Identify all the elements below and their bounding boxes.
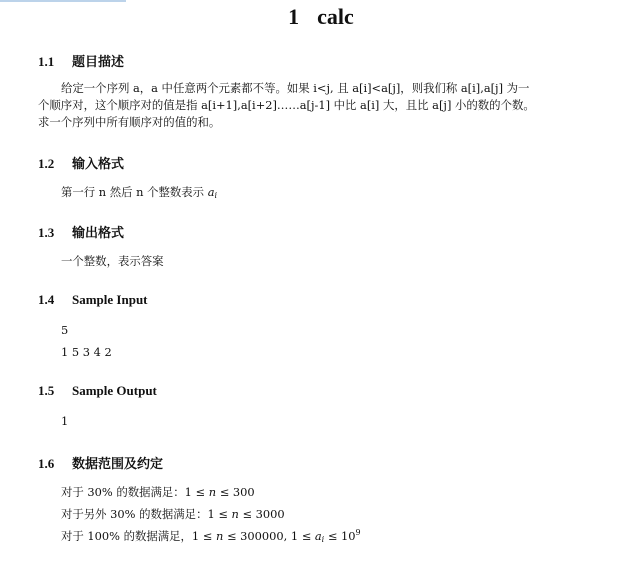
section-number: 1.2 [38, 156, 55, 171]
page-title [0, 4, 642, 30]
section-heading-output-format [38, 222, 124, 241]
sample-input-line-2: 1 5 3 4 2 [61, 345, 112, 359]
section-title: 输入格式 [72, 156, 125, 171]
section-title: 数据范围及约定 [72, 456, 164, 471]
sample-input-line-1: 5 [61, 323, 69, 337]
output-format-line: 一个整数，表示答案 [61, 254, 164, 268]
section-heading-constraints [38, 453, 163, 472]
input-format-line [61, 184, 217, 200]
math-var-a: a [207, 185, 215, 199]
section-number: 1.5 [38, 383, 55, 398]
description-line-2: 个顺序对，这个顺序对的值是指 a[i+1],a[i+2]……a[j-1] 中比 a[i] 大，且比 a[j] 小的数的个数。 [38, 98, 535, 112]
top-decorative-line [0, 0, 126, 2]
section-number: 1.1 [38, 54, 55, 69]
sample-output-line: 1 [61, 414, 69, 428]
math-var-n: n [215, 529, 224, 543]
constraint-text: 对于 100% 的数据满足，1 ≤ [61, 529, 213, 543]
section-number: 1.3 [38, 225, 55, 240]
section-heading-sample-input [38, 292, 148, 308]
constraint-line-3 [61, 528, 361, 544]
section-title: 输出格式 [72, 225, 125, 240]
constraint-text: 对于 30% 的数据满足：1 ≤ [61, 485, 206, 499]
constraint-bound: ≤ 3000 [242, 507, 285, 521]
section-title: 题目描述 [72, 54, 125, 69]
constraint-upper-bound: ≤ 10 [327, 529, 356, 543]
description-paragraph [38, 80, 586, 131]
constraint-line-1 [61, 484, 255, 500]
section-heading-sample-output [38, 383, 157, 399]
description-line-1: 给定一个序列 a，a 中任意两个元素都不等。如果 i<j, 且 a[i]<a[j]，则我们称 a[i],a[j] 为一 [61, 81, 530, 95]
title-text: calc [317, 4, 354, 29]
section-number: 1.4 [38, 292, 55, 307]
section-number: 1.6 [38, 456, 55, 471]
math-exponent: 9 [355, 528, 361, 537]
section-heading-description [38, 51, 124, 70]
math-var-a: a [314, 529, 322, 543]
section-title: Sample Output [72, 383, 157, 398]
constraint-bound: ≤ 300 [219, 485, 255, 499]
constraint-line-2 [61, 506, 285, 522]
constraint-bound: ≤ 300000, 1 ≤ [226, 529, 312, 543]
math-var-n: n [231, 507, 239, 521]
math-sub-i: i [214, 191, 218, 200]
math-var-n: n [208, 485, 217, 499]
title-number: 1 [288, 4, 300, 29]
section-title: Sample Input [72, 292, 148, 307]
input-format-text: 第一行 n 然后 n 个整数表示 [61, 185, 205, 199]
section-heading-input-format [38, 153, 124, 172]
description-line-3: 求一个序列中所有顺序对的值的和。 [38, 115, 221, 129]
math-sub-i: i [321, 535, 325, 544]
constraint-text: 对于另外 30% 的数据满足：1 ≤ [61, 507, 228, 521]
